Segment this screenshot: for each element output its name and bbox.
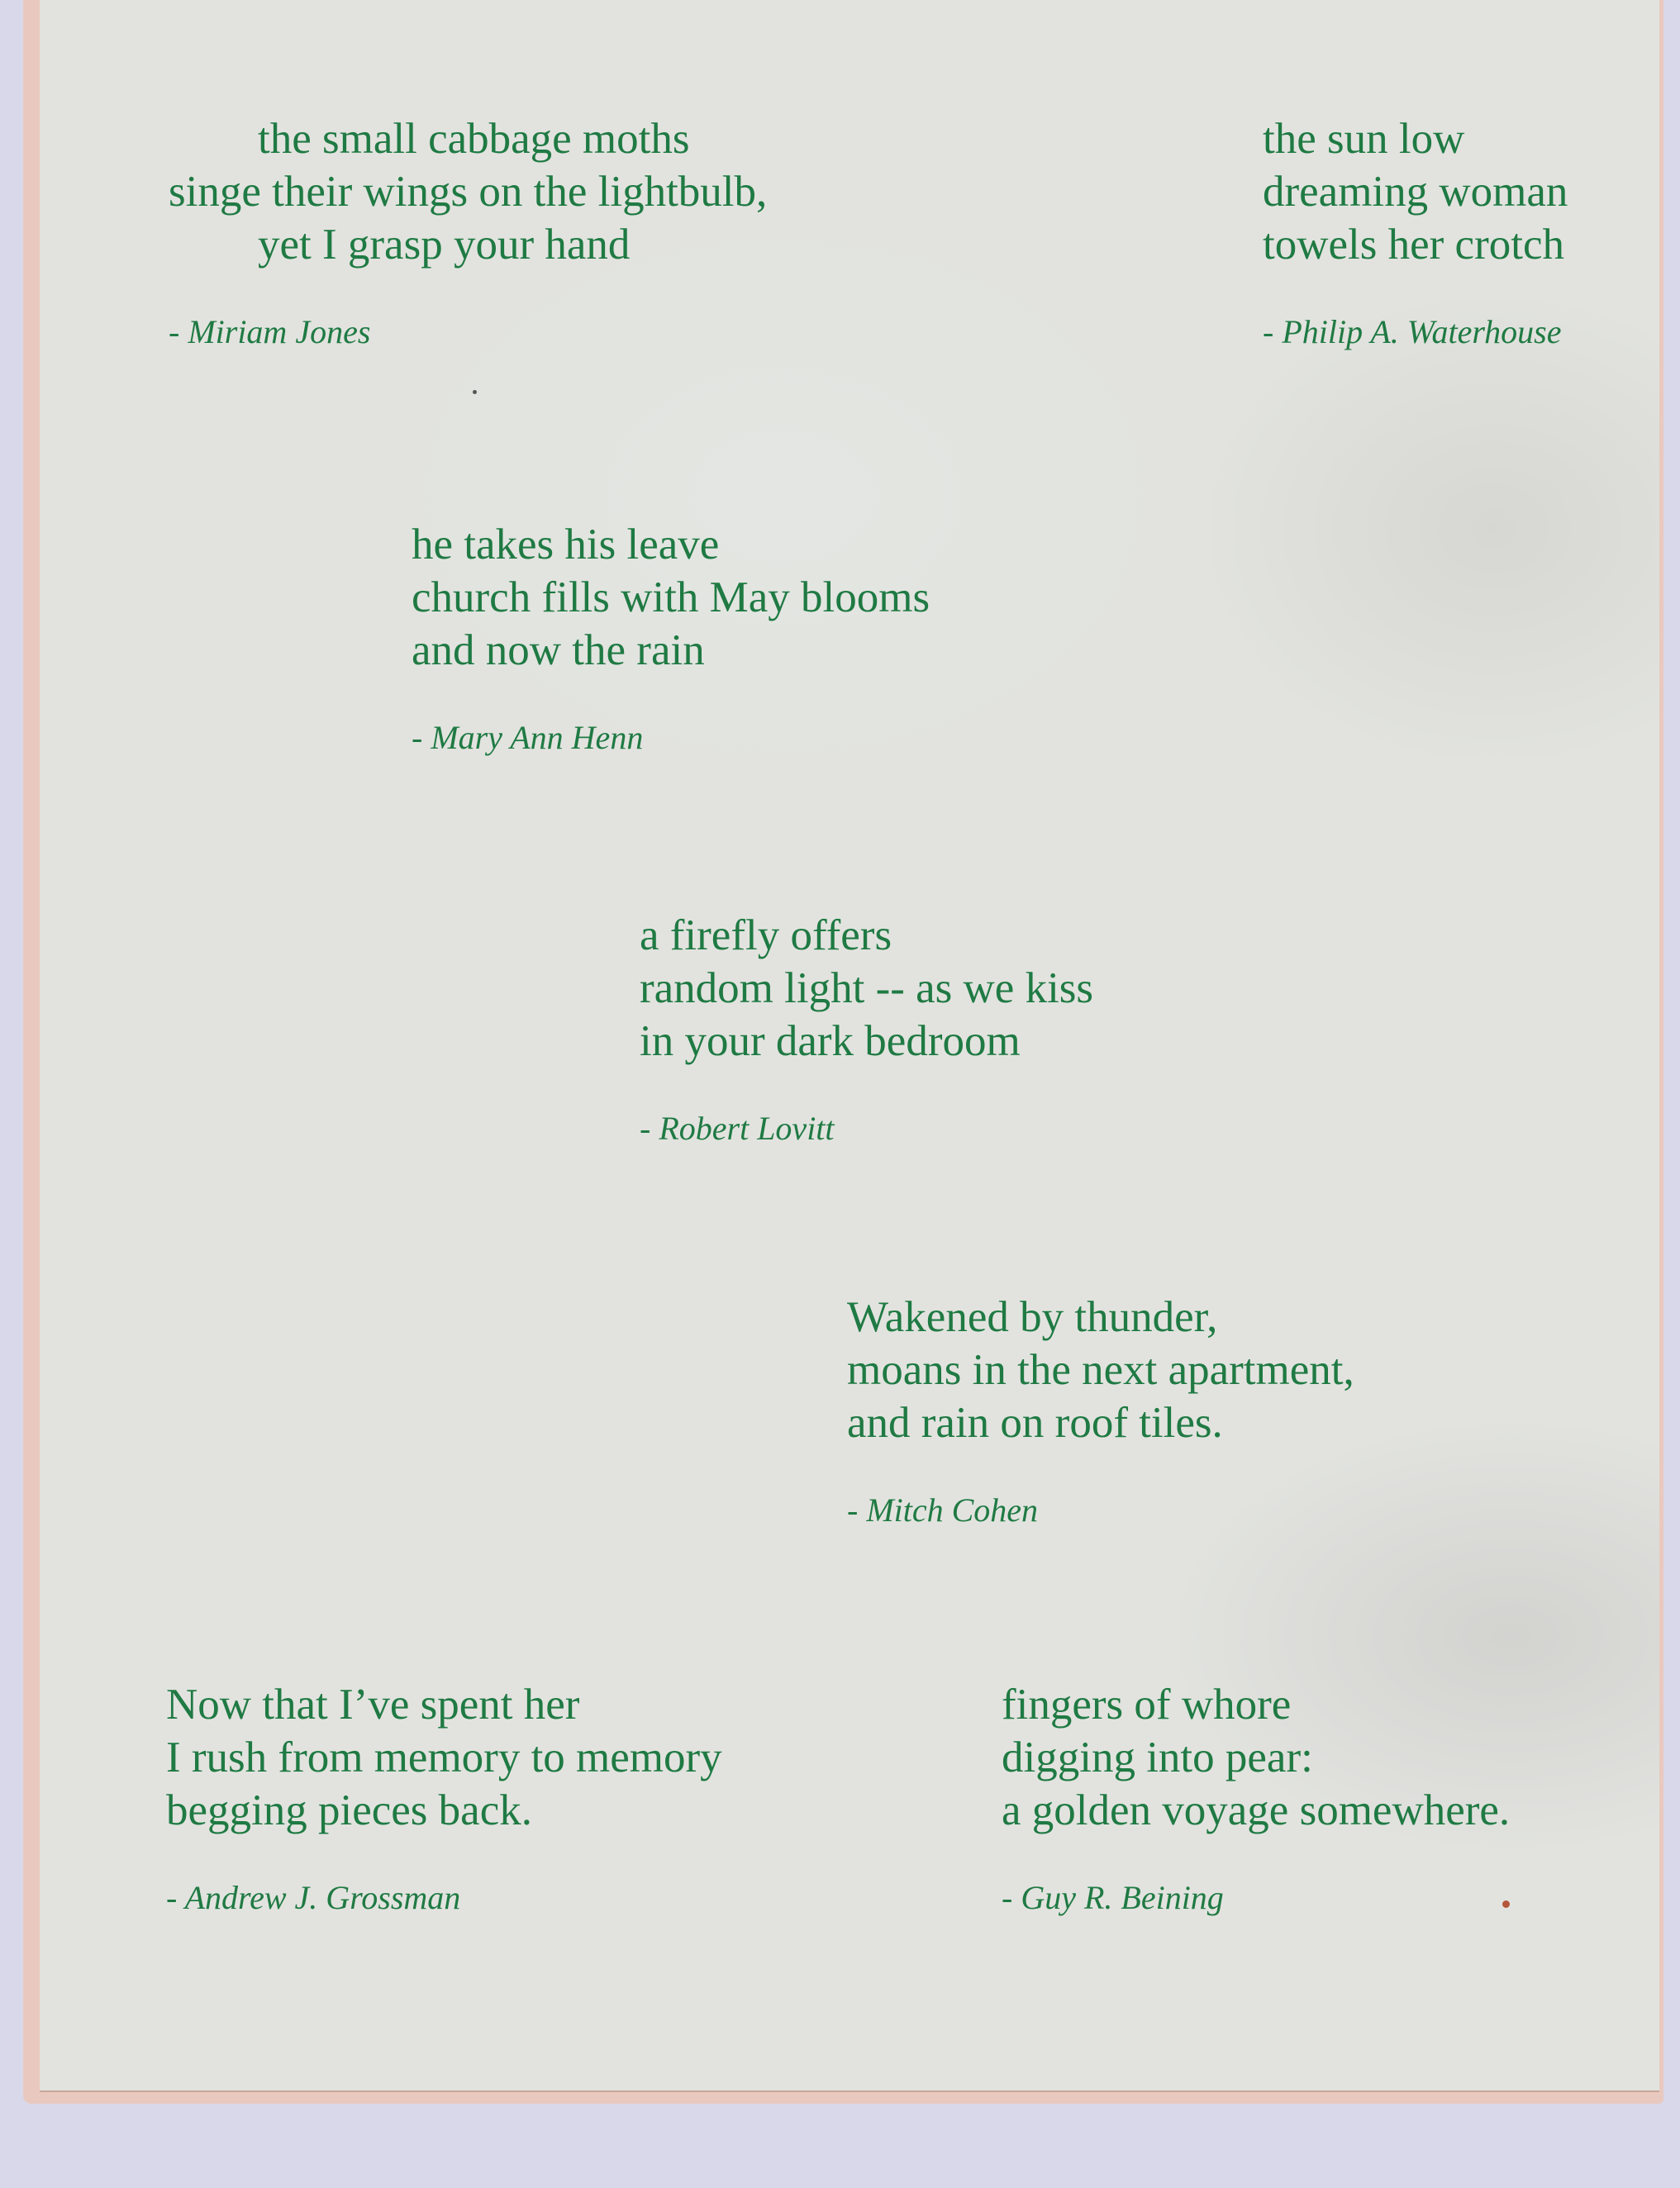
poem-line: Wakened by thunder, bbox=[847, 1293, 1218, 1341]
poem-author: - Guy R. Beining bbox=[1002, 1879, 1224, 1916]
poem-line: Now that I’ve spent her bbox=[166, 1681, 580, 1729]
paper-speck bbox=[1502, 1900, 1510, 1908]
poem-line: singe their wings on the lightbulb, bbox=[169, 168, 768, 216]
poem-author: - Mary Ann Henn bbox=[412, 719, 644, 756]
poem-author: - Mitch Cohen bbox=[847, 1491, 1039, 1529]
haiku-mary-ann-henn bbox=[412, 518, 930, 757]
poem-line: towels her crotch bbox=[1263, 221, 1564, 269]
poem-line: the sun low bbox=[1263, 115, 1465, 163]
paper-speck bbox=[473, 390, 477, 394]
poem-author: - Robert Lovitt bbox=[640, 1110, 835, 1147]
haiku-mitch-cohen bbox=[847, 1291, 1354, 1529]
poem-line: he takes his leave bbox=[412, 521, 720, 568]
poem-line: yet I grasp your hand bbox=[258, 221, 631, 269]
poem-line: random light -- as we kiss bbox=[640, 964, 1094, 1012]
haiku-miriam-jones bbox=[169, 112, 767, 351]
poem-author: - Philip A. Waterhouse bbox=[1263, 313, 1562, 350]
poem-line: a firefly offers bbox=[640, 911, 892, 959]
haiku-andrew-grossman bbox=[166, 1678, 722, 1917]
poem-line: in your dark bedroom bbox=[640, 1017, 1021, 1065]
poem-author: - Miriam Jones bbox=[169, 313, 371, 350]
poem-line: fingers of whore bbox=[1002, 1681, 1292, 1729]
poem-author: - Andrew J. Grossman bbox=[166, 1879, 461, 1916]
haiku-guy-beining bbox=[1002, 1678, 1510, 1917]
poem-line: and now the rain bbox=[412, 626, 705, 674]
poem-line: digging into pear: bbox=[1002, 1734, 1313, 1781]
haiku-robert-lovitt bbox=[640, 909, 1093, 1148]
poem-line: begging pieces back. bbox=[166, 1786, 532, 1834]
paper-page bbox=[40, 0, 1659, 2092]
poem-line: dreaming woman bbox=[1263, 168, 1568, 216]
haiku-philip-waterhouse bbox=[1263, 112, 1568, 351]
poem-line: moans in the next apartment, bbox=[847, 1346, 1354, 1394]
poem-line: church fills with May blooms bbox=[412, 573, 930, 621]
poem-line: the small cabbage moths bbox=[258, 115, 690, 163]
poem-line: I rush from memory to memory bbox=[166, 1734, 722, 1781]
poem-line: a golden voyage somewhere. bbox=[1002, 1786, 1511, 1834]
poem-line: and rain on roof tiles. bbox=[847, 1399, 1223, 1447]
